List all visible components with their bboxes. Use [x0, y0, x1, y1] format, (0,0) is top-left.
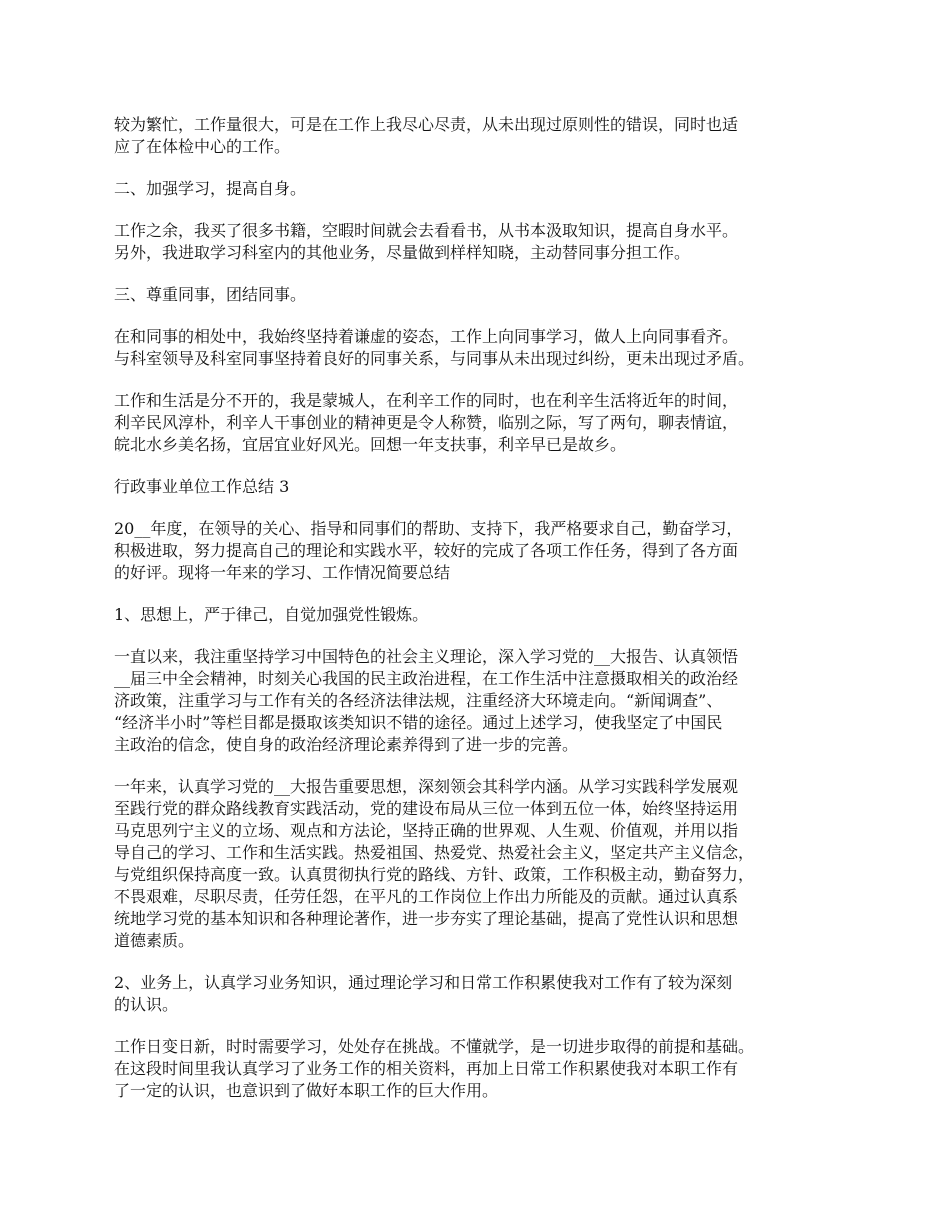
- document-paragraph: [114, 476, 854, 498]
- document-page: [114, 114, 854, 1122]
- paragraph-line: 不畏艰难，尽职尽责，任劳任怨，在平凡的工作岗位上作出力所能及的贡献。通过认真系: [114, 887, 739, 906]
- document-paragraph: [114, 972, 854, 1016]
- paragraph-line: 导自己的学习、工作和生活实践。热爱祖国、热爱党、热爱社会主义，坚定共产主义信念，: [114, 843, 755, 862]
- paragraph-line: 与党组织保持高度一致。认真贯彻执行党的路线、方针、政策，工作积极主动，勤奋努力，: [114, 865, 755, 884]
- paragraph-line: 二、加强学习，提高自身。: [114, 179, 307, 198]
- paragraph-line: 主政治的信念，使自身的政治经济理论素养得到了进一步的完善。: [114, 735, 579, 754]
- paragraph-line: 了一定的认识，也意识到了做好本职工作的巨大作用。: [114, 1081, 499, 1100]
- paragraph-line: 与科室领导及科室同事坚持着良好的同事关系，与同事从未出现过纠纷，更未出现过矛盾。: [114, 349, 755, 368]
- paragraph-line: 在这段时间里我认真学习了业务工作的相关资料，再加上日常工作积累使我对本职工作有: [114, 1059, 739, 1078]
- paragraph-line: 较为繁忙，工作量很大，可是在工作上我尽心尽责，从未出现过原则性的错误，同时也适: [114, 115, 739, 134]
- document-paragraph: [114, 326, 854, 370]
- paragraph-line: 的好评。现将一年来的学习、工作情况简要总结: [114, 563, 451, 582]
- paragraph-line: 济政策，注重学习与工作有关的各经济法律法规，注重经济大环境走向。“新闻调查”、: [114, 691, 723, 710]
- paragraph-line: 应了在体检中心的工作。: [114, 137, 291, 156]
- document-paragraph: [114, 220, 854, 264]
- paragraph-line: “经济半小时”等栏目都是摄取该类知识不错的途径。通过上述学习，使我坚定了中国民: [114, 713, 723, 732]
- document-paragraph: [114, 776, 854, 952]
- paragraph-line: 至践行党的群众路线教育实践活动，党的建设布局从三位一体到五位一体，始终坚持运用: [114, 799, 739, 818]
- paragraph-line: 马克思列宁主义的立场、观点和方法论，坚持正确的世界观、人生观、价值观，并用以指: [114, 821, 739, 840]
- document-paragraph: [114, 114, 854, 158]
- paragraph-line: 道德素质。: [114, 931, 195, 950]
- paragraph-line: 皖北水乡美名扬，宜居宜业好风光。回想一年支扶事，利辛早已是故乡。: [114, 435, 627, 454]
- paragraph-line: 一直以来，我注重坚持学习中国特色的社会主义理论，深入学习党的__大报告、认真领悟: [114, 647, 739, 666]
- paragraph-line: 一年来，认真学习党的__大报告重要思想，深刻领会其科学内涵。从学习实践科学发展观: [114, 777, 739, 796]
- paragraph-line: 行政事业单位工作总结 3: [114, 477, 290, 496]
- paragraph-line: 工作之余，我买了很多书籍，空暇时间就会去看看书，从书本汲取知识，提高自身水平。: [114, 221, 739, 240]
- paragraph-line: 工作日变日新，时时需要学习，处处存在挑战。不懂就学，是一切进步取得的前提和基础。: [114, 1037, 755, 1056]
- paragraph-line: __届三中全会精神，时刻关心我国的民主政治进程，在工作生活中注意摄取相关的政治经: [114, 669, 739, 688]
- paragraph-line: 20__年度，在领导的关心、指导和同事们的帮助、支持下，我严格要求自己，勤奋学习，: [114, 519, 743, 538]
- paragraph-line: 另外，我进取学习科室内的其他业务，尽量做到样样知晓，主动替同事分担工作。: [114, 243, 691, 262]
- paragraph-line: 统地学习党的基本知识和各种理论著作，进一步夯实了理论基础，提高了党性认识和思想: [114, 909, 739, 928]
- paragraph-line: 的认识。: [114, 995, 179, 1014]
- document-paragraph: [114, 518, 854, 584]
- document-paragraph: [114, 1036, 854, 1102]
- paragraph-line: 在和同事的相处中，我始终坚持着谦虚的姿态，工作上向同事学习，做人上向同事看齐。: [114, 327, 739, 346]
- paragraph-line: 三、尊重同事，团结同事。: [114, 285, 307, 304]
- paragraph-line: 工作和生活是分不开的，我是蒙城人，在利辛工作的同时，也在利辛生活将近年的时间，: [114, 391, 739, 410]
- paragraph-line: 2、业务上，认真学习业务知识，通过理论学习和日常工作积累使我对工作有了较为深刻: [114, 973, 733, 992]
- document-paragraph: [114, 646, 854, 756]
- document-paragraph: [114, 178, 854, 200]
- document-paragraph: [114, 604, 854, 626]
- document-paragraph: [114, 390, 854, 456]
- paragraph-line: 1、思想上，严于律己，自觉加强党性锻炼。: [114, 605, 429, 624]
- paragraph-line: 利辛民风淳朴，利辛人干事创业的精神更是令人称赞，临别之际，写了两句，聊表情谊，: [114, 413, 739, 432]
- paragraph-line: 积极进取，努力提高自己的理论和实践水平，较好的完成了各项工作任务，得到了各方面: [114, 541, 739, 560]
- document-paragraph: [114, 284, 854, 306]
